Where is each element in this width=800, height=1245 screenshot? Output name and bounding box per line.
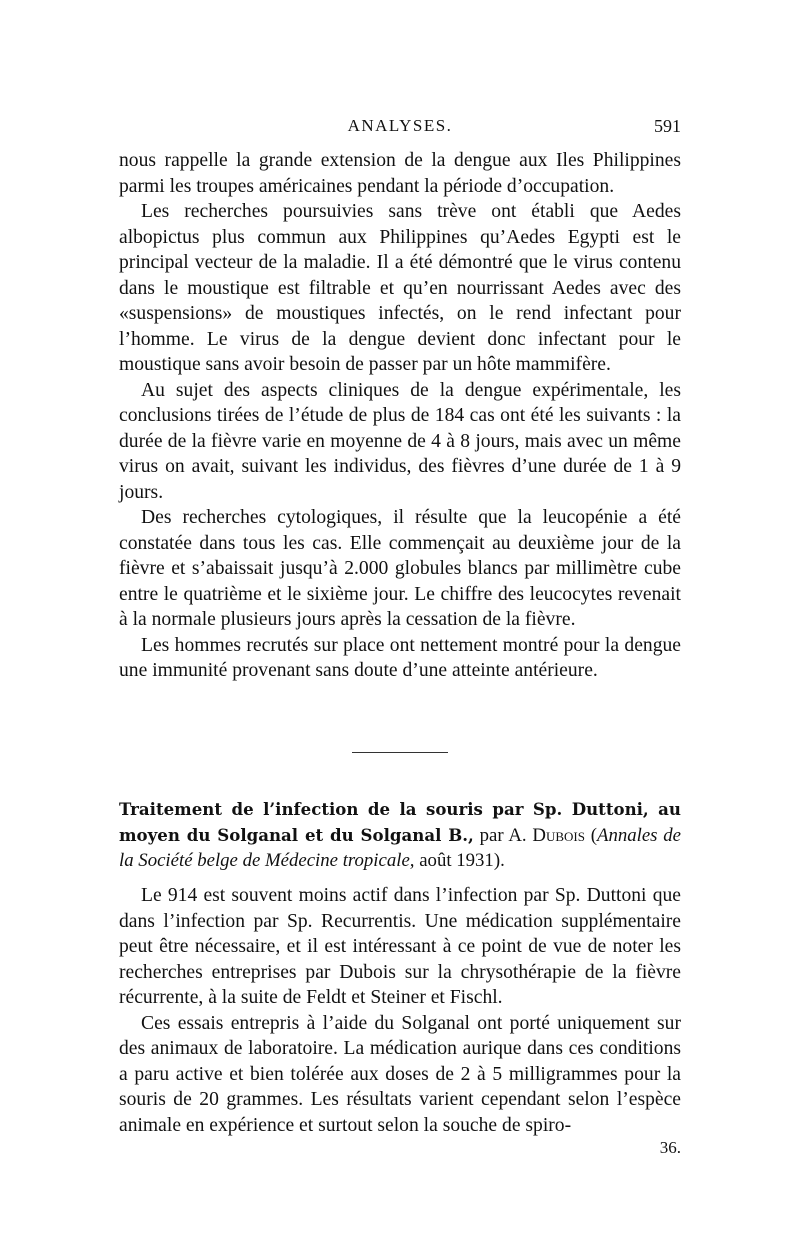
paragraph: Les hommes recrutés sur place ont nettement montré pour la dengue une immunité provenant sans doute d’une atteinte antérieure. [119,634,681,681]
author-prefix: par A. [479,824,527,846]
article-heading: Traitement de l’infection de la souris par Sp. Duttoni, au moyen du Solganal et du Solganal B., par A. Dubois (Annales de la Société belge de Médecine tropicale, août 1931). [119,799,681,871]
citation-date: août 1931 [419,850,494,871]
author-name: Dubois [532,824,585,846]
signature-mark: 36. [659,1138,681,1157]
running-head [119,116,681,142]
section-divider [352,752,448,753]
paragraph: Au sujet des aspects cliniques de la dengue expérimentale, les conclusions tirées de l’étude de plus de 184 cas ont été les suivants : la durée de la fièvre varie en moyenne de 4 à 8 jours, mais avec un même virus on avait, suivant les individus, des fièvres d’une durée de 1 à 9 jours. [119,379,681,503]
section-1-text [119,148,681,684]
journal-citation: Annales de la Société belge de Médecine tropicale, [119,824,681,871]
running-head-title: ANALYSES. [347,116,453,135]
paragraph: Des recherches cytologiques, il résulte que la leucopénie a été constatée dans tous les cas. Elle commençait au deuxième jour de la fièvre et s’abaissait jusqu’à 2.000 globules blancs par millimètre cube entre le quatrième et le sixième jour. Le chiffre des leucocytes revenait à la normale plusieurs jours après la cessation de la fièvre. [119,507,681,630]
paragraph: Ces essais entrepris à l’aide du Solganal ont porté uniquement sur des animaux de laboratoire. La médication aurique dans ces conditions a paru active et bien tolérée aux doses de 2 à 5 milligrammes pour la souris de 20 grammes. Les résultats varient cependant selon l’espèce animale en expérience et surtout selon la souche de spiro- [119,1012,681,1136]
article-text [119,883,681,1138]
article-title: Traitement de l’infection de la souris par Sp. Duttoni, au moyen du Solganal et du Solganal B., [119,799,681,845]
paragraph: Les recherches poursuivies sans trève ont établi que Aedes albopictus plus commun aux Philippines qu’Aedes Egypti est le principal vecteur de la maladie. Il a été démontré que le virus contenu dans le moustique est filtrable et qu’en nourrissant Aedes avec des «suspensions» de moustiques infectés, on le rend infectant pour l’homme. Le virus de la dengue devient donc infectant pour le moustique sans avoir besoin de passer par un hôte mammifère. [119,201,681,375]
paragraph: Le 914 est souvent moins actif dans l’infection par Sp. Duttoni que dans l’infection par Sp. Recurrentis. Une médication supplémentaire peut être nécessaire, et il est intéressant à ce point de vue de noter les recherches entreprises par Dubois sur la chrysothérapie de la fièvre récurrente, à la suite de Feldt et Steiner et Fischl. [119,885,681,1008]
page-number: 591 [654,116,681,136]
paragraph-continuation: nous rappelle la grande extension de la dengue aux Iles Philippines parmi les troupes américaines pendant la période d’occupation. [119,150,681,197]
